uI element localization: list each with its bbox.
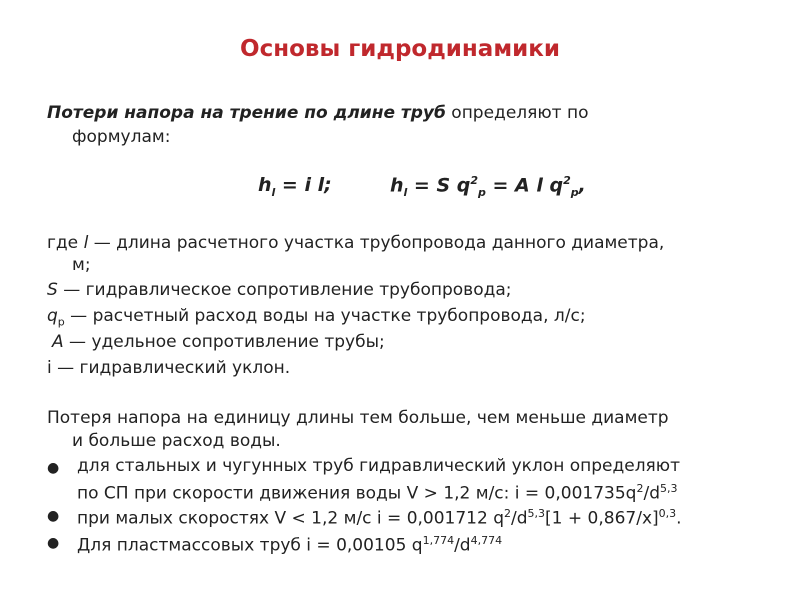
intro-rest: определяют по xyxy=(445,103,589,123)
def-q: $q_p$ — расчетный расход воды на участке трубопровода, л/с; xyxy=(47,306,586,329)
def-l-cont: м; xyxy=(72,255,91,275)
bullet-2: при малых скоростях V < 1,2 м/с i = 0,001712 $q^2/d^{5,3}[1 + 0,867/x]^{0,3}$. xyxy=(77,507,682,529)
def-i: i — гидравлический уклон. xyxy=(47,358,291,378)
intro-emphasis: Потери напора на трение по длине труб xyxy=(47,103,446,123)
bullet-3: Для пластмассовых труб i = 0,00105 $q^{1,774}/d^{4,774}$ xyxy=(77,534,503,556)
bullet-1-line-1: для стальных и чугунных труб гидравлический уклон определяют xyxy=(77,456,681,476)
bullet-icon: ● xyxy=(47,460,60,476)
intro-line-1 xyxy=(47,102,589,124)
def-a: A — удельное сопротивление трубы; xyxy=(52,332,385,352)
intro-line-2: формулам: xyxy=(72,127,171,147)
statement-line-1: Потеря напора на единицу длины тем больше, чем меньше диаметр xyxy=(47,408,669,428)
bullet-icon: ● xyxy=(47,535,60,551)
bullet-icon: ● xyxy=(47,508,60,524)
statement-line-2: и больше расход воды. xyxy=(72,431,281,451)
formula-2: $h_l = S$ $q^2_p = A$ l $q^2_p$, xyxy=(390,174,586,200)
def-s: S — гидравлическое сопротивление трубопровода; xyxy=(47,280,512,300)
slide-title: Основы гидродинамики xyxy=(240,36,560,62)
formula-1: $h_l = i$ l; xyxy=(258,174,332,199)
def-l: где l — длина расчетного участка трубопровода данного диаметра, xyxy=(47,233,665,253)
bullet-1-line-2: по СП при скорости движения воды V > 1,2 м/с: $i = 0,001735q^2/d^{5,3}$ xyxy=(77,482,678,504)
